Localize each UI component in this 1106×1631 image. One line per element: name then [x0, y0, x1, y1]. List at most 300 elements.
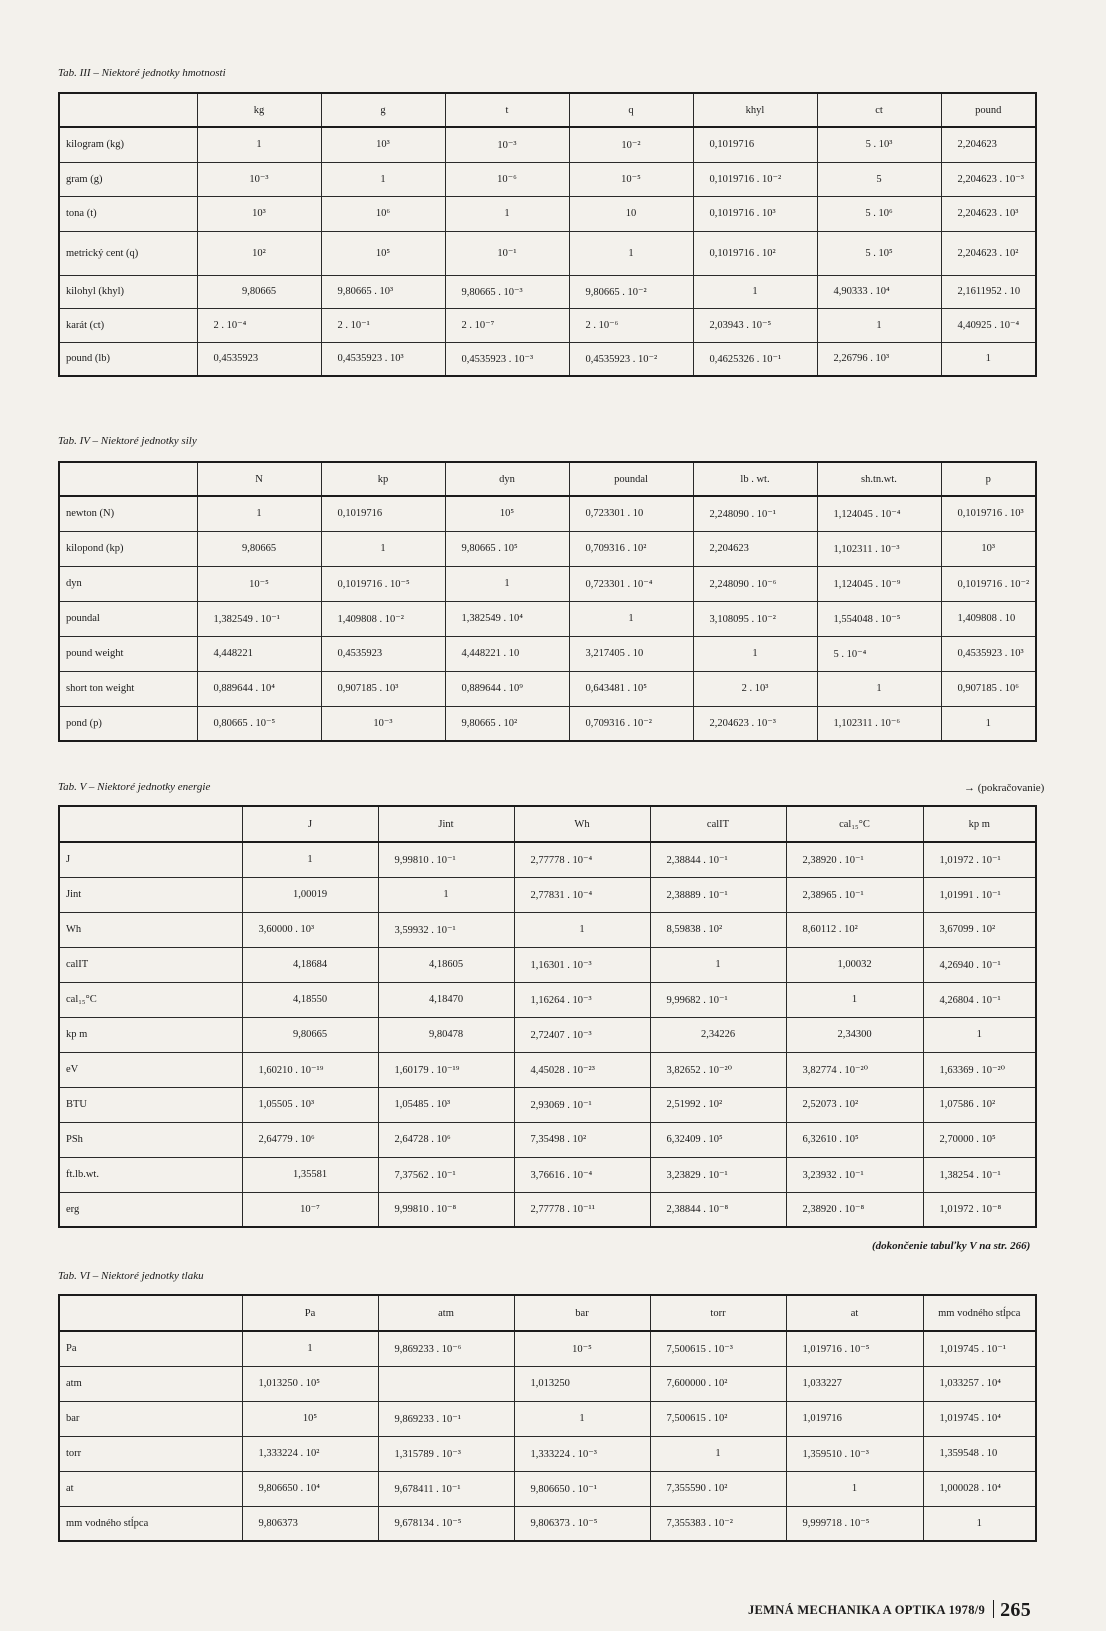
table-row: [59, 1157, 1036, 1192]
table-row: [59, 1331, 1036, 1366]
row-header: at: [59, 1471, 242, 1506]
table-cell: 0,907185 . 10³: [321, 671, 445, 706]
tab5-table: [58, 805, 1037, 1228]
table-cell: 2,38965 . 10⁻¹: [786, 877, 923, 912]
table-cell: 1: [786, 982, 923, 1017]
table-cell: 1,019745 . 10⁴: [923, 1401, 1036, 1436]
table-cell: 2 . 10⁻⁴: [197, 308, 321, 342]
table-cell: 1,019716 . 10⁻⁵: [786, 1331, 923, 1366]
column-header: dyn: [445, 462, 569, 496]
table-cell: 1,00032: [786, 947, 923, 982]
column-header: pound: [941, 93, 1036, 127]
table-cell: 0,4535923: [321, 636, 445, 671]
table-cell: 2,38844 . 10⁻¹: [650, 842, 786, 877]
table-cell: 9,869233 . 10⁻¹: [378, 1401, 514, 1436]
tab4-caption: Tab. IV – Niektoré jednotky sily: [58, 435, 197, 447]
table-cell: 1: [445, 196, 569, 231]
table-cell: 1,60179 . 10⁻¹⁹: [378, 1052, 514, 1087]
row-header: pound weight: [59, 636, 197, 671]
table-cell: 0,723301 . 10⁻⁴: [569, 566, 693, 601]
table-cell: 1: [817, 308, 941, 342]
table-cell: 9,999718 . 10⁻⁵: [786, 1506, 923, 1541]
table-cell: 1,382549 . 10⁻¹: [197, 601, 321, 636]
table-cell: 7,355590 . 10²: [650, 1471, 786, 1506]
table-cell: 2,34300: [786, 1017, 923, 1052]
tab3-caption: Tab. III – Niektoré jednotky hmotnosti: [58, 67, 226, 79]
table-cell: 2 . 10⁻⁶: [569, 308, 693, 342]
table-cell: 7,600000 . 10²: [650, 1366, 786, 1401]
table-cell: 1,013250 . 10⁵: [242, 1366, 378, 1401]
table-row: [59, 842, 1036, 877]
table-row: [59, 496, 1036, 531]
table-row: [59, 342, 1036, 376]
table-cell: 4,18684: [242, 947, 378, 982]
row-header: metrický cent (q): [59, 231, 197, 275]
row-header: gram (g): [59, 162, 197, 196]
table-cell: 1: [197, 496, 321, 531]
table-cell: 0,723301 . 10: [569, 496, 693, 531]
table-cell: 0,1019716: [321, 496, 445, 531]
table-cell: 0,4535923 . 10³: [941, 636, 1036, 671]
table-cell: 2,204623 . 10⁻³: [693, 706, 817, 741]
column-header: Pa: [242, 1295, 378, 1331]
table-cell: 2,38844 . 10⁻⁸: [650, 1192, 786, 1227]
table-cell: 7,500615 . 10⁻³: [650, 1331, 786, 1366]
table-cell: 1: [321, 531, 445, 566]
table-cell: 2,34226: [650, 1017, 786, 1052]
table-row: [59, 1122, 1036, 1157]
table-cell: 4,90333 . 10⁴: [817, 275, 941, 308]
table-cell: 2,38889 . 10⁻¹: [650, 877, 786, 912]
table-cell: 10⁻⁵: [514, 1331, 650, 1366]
table-row: [59, 1401, 1036, 1436]
table-cell: 9,678134 . 10⁻⁵: [378, 1506, 514, 1541]
table-row: [59, 531, 1036, 566]
table-cell: 0,4535923 . 10⁻³: [445, 342, 569, 376]
table-cell: 1: [923, 1017, 1036, 1052]
table-cell: 9,80665: [197, 275, 321, 308]
row-header: poundal: [59, 601, 197, 636]
table-cell: 4,18605: [378, 947, 514, 982]
row-header: Wh: [59, 912, 242, 947]
table-cell: 1: [693, 275, 817, 308]
table-cell: 0,907185 . 10⁶: [941, 671, 1036, 706]
table-cell: 9,678411 . 10⁻¹: [378, 1471, 514, 1506]
table-cell: 5 . 10⁶: [817, 196, 941, 231]
table-row: [59, 231, 1036, 275]
table-cell: 9,806650 . 10⁻¹: [514, 1471, 650, 1506]
table-cell: 10³: [941, 531, 1036, 566]
table-cell: 10⁻³: [445, 127, 569, 162]
table-cell: 2,93069 . 10⁻¹: [514, 1087, 650, 1122]
table-cell: 7,35498 . 10²: [514, 1122, 650, 1157]
table-row: [59, 308, 1036, 342]
table-cell: 1: [378, 877, 514, 912]
table-cell: 9,80478: [378, 1017, 514, 1052]
row-header: karát (ct): [59, 308, 197, 342]
table-cell: 10⁻²: [569, 127, 693, 162]
table-cell: 1,359548 . 10: [923, 1436, 1036, 1471]
table-cell: 1: [197, 127, 321, 162]
table-cell: 10⁵: [321, 231, 445, 275]
table-cell: 1,409808 . 10⁻²: [321, 601, 445, 636]
table-cell: 9,99810 . 10⁻⁸: [378, 1192, 514, 1227]
table-cell: 9,80665 . 10²: [445, 706, 569, 741]
table-cell: 0,80665 . 10⁻⁵: [197, 706, 321, 741]
row-header: eV: [59, 1052, 242, 1087]
table-cell: 10⁻³: [197, 162, 321, 196]
table-cell: 1,382549 . 10⁴: [445, 601, 569, 636]
table-corner: [59, 93, 197, 127]
column-header: lb . wt.: [693, 462, 817, 496]
table-cell: 2,70000 . 10⁵: [923, 1122, 1036, 1157]
row-header: kilohyl (khyl): [59, 275, 197, 308]
table-cell: 7,355383 . 10⁻²: [650, 1506, 786, 1541]
row-header: PSh: [59, 1122, 242, 1157]
table-cell: 4,45028 . 10⁻²³: [514, 1052, 650, 1087]
table-cell: 0,1019716 . 10⁻²: [941, 566, 1036, 601]
table-cell: 4,26940 . 10⁻¹: [923, 947, 1036, 982]
column-header: kg: [197, 93, 321, 127]
table-corner: [59, 806, 242, 842]
table-cell: 0,4535923 . 10³: [321, 342, 445, 376]
table-cell: 9,80665 . 10³: [321, 275, 445, 308]
table-cell: 2,204623 . 10²: [941, 231, 1036, 275]
column-header: torr: [650, 1295, 786, 1331]
row-header: mm vodného stĺpca: [59, 1506, 242, 1541]
table-cell: 0,1019716 . 10²: [693, 231, 817, 275]
column-header: mm vodného stĺpca: [923, 1295, 1036, 1331]
table-cell: 1,63369 . 10⁻²⁰: [923, 1052, 1036, 1087]
table-row: [59, 162, 1036, 196]
tab3-table: [58, 92, 1037, 377]
tab5-continued-note: → (pokračovanie): [964, 782, 1045, 794]
row-header: atm: [59, 1366, 242, 1401]
row-header: bar: [59, 1401, 242, 1436]
row-header: cal₁₅°C: [59, 982, 242, 1017]
table-row: [59, 1052, 1036, 1087]
table-row: [59, 566, 1036, 601]
table-cell: 1,35581: [242, 1157, 378, 1192]
row-header: kp m: [59, 1017, 242, 1052]
table-cell: 2,248090 . 10⁻¹: [693, 496, 817, 531]
table-cell: 1,05485 . 10³: [378, 1087, 514, 1122]
table-cell: 10²: [197, 231, 321, 275]
table-cell: 10: [569, 196, 693, 231]
table-cell: 2,248090 . 10⁻⁶: [693, 566, 817, 601]
table-cell: 3,108095 . 10⁻²: [693, 601, 817, 636]
table-cell: 10⁵: [242, 1401, 378, 1436]
column-header: N: [197, 462, 321, 496]
table-cell: 9,80665 . 10⁵: [445, 531, 569, 566]
table-cell: 0,889644 . 10⁹: [445, 671, 569, 706]
table-cell: 1,333224 . 10⁻³: [514, 1436, 650, 1471]
table-cell: 2,204623: [941, 127, 1036, 162]
row-header: torr: [59, 1436, 242, 1471]
table-row: [59, 1192, 1036, 1227]
table-cell: 1: [321, 162, 445, 196]
table-cell: 1: [941, 342, 1036, 376]
table-cell: 10⁻³: [321, 706, 445, 741]
table-cell: 1,019745 . 10⁻¹: [923, 1331, 1036, 1366]
table-cell: 3,82774 . 10⁻²⁰: [786, 1052, 923, 1087]
table-cell: 1: [514, 912, 650, 947]
table-cell: 2,77778 . 10⁻⁴: [514, 842, 650, 877]
table-cell: 1,07586 . 10²: [923, 1087, 1036, 1122]
table-cell: 9,806373: [242, 1506, 378, 1541]
table-cell: 1,38254 . 10⁻¹: [923, 1157, 1036, 1192]
table-cell: 6,32409 . 10⁵: [650, 1122, 786, 1157]
table-cell: 1: [693, 636, 817, 671]
column-header: khyl: [693, 93, 817, 127]
row-header: tona (t): [59, 196, 197, 231]
row-header: ft.lb.wt.: [59, 1157, 242, 1192]
table-cell: 2,64779 . 10⁶: [242, 1122, 378, 1157]
table-row: [59, 601, 1036, 636]
table-cell: 2,38920 . 10⁻⁸: [786, 1192, 923, 1227]
table-cell: 2,64728 . 10⁶: [378, 1122, 514, 1157]
table-cell: 10³: [321, 127, 445, 162]
tab6-caption: Tab. VI – Niektoré jednotky tlaku: [58, 1270, 204, 1282]
table-cell: 1,102311 . 10⁻³: [817, 531, 941, 566]
table-cell: 4,448221 . 10: [445, 636, 569, 671]
table-cell: 0,1019716: [693, 127, 817, 162]
table-cell: 0,4625326 . 10⁻¹: [693, 342, 817, 376]
table-corner: [59, 1295, 242, 1331]
table-cell: 10⁻⁵: [569, 162, 693, 196]
table-cell: 0,709316 . 10²: [569, 531, 693, 566]
row-header: erg: [59, 1192, 242, 1227]
table-cell: 9,99810 . 10⁻¹: [378, 842, 514, 877]
table-cell: 1: [941, 706, 1036, 741]
table-cell: 1: [514, 1401, 650, 1436]
table-corner: [59, 462, 197, 496]
table-cell: 2,26796 . 10³: [817, 342, 941, 376]
column-header: t: [445, 93, 569, 127]
table-cell: 1,00019: [242, 877, 378, 912]
table-row: [59, 947, 1036, 982]
column-header: J: [242, 806, 378, 842]
table-cell: 2,204623 . 10⁻³: [941, 162, 1036, 196]
table-cell: 10³: [197, 196, 321, 231]
table-cell: 1,102311 . 10⁻⁶: [817, 706, 941, 741]
column-header: at: [786, 1295, 923, 1331]
table-cell: 0,4535923: [197, 342, 321, 376]
table-cell: 1,033257 . 10⁴: [923, 1366, 1036, 1401]
row-header: Jint: [59, 877, 242, 912]
table-cell: 1,315789 . 10⁻³: [378, 1436, 514, 1471]
table-cell: 9,99682 . 10⁻¹: [650, 982, 786, 1017]
table-row: [59, 1471, 1036, 1506]
table-cell: 2,77831 . 10⁻⁴: [514, 877, 650, 912]
table-row: [59, 1017, 1036, 1052]
table-row: [59, 1366, 1036, 1401]
table-row: [59, 1087, 1036, 1122]
column-header: poundal: [569, 462, 693, 496]
table-cell: 4,40925 . 10⁻⁴: [941, 308, 1036, 342]
table-cell: 2,1611952 . 10: [941, 275, 1036, 308]
table-cell: 5 . 10⁻⁴: [817, 636, 941, 671]
table-cell: 3,76616 . 10⁻⁴: [514, 1157, 650, 1192]
table-cell: 1,01972 . 10⁻¹: [923, 842, 1036, 877]
row-header: Pa: [59, 1331, 242, 1366]
table-cell: 2,204623 . 10³: [941, 196, 1036, 231]
column-header: sh.tn.wt.: [817, 462, 941, 496]
column-header: q: [569, 93, 693, 127]
table-row: [59, 196, 1036, 231]
tab6-table: [58, 1294, 1037, 1542]
table-cell: 1,019716: [786, 1401, 923, 1436]
table-cell: 1: [650, 947, 786, 982]
table-cell: 9,80665: [197, 531, 321, 566]
table-cell: 0,4535923 . 10⁻²: [569, 342, 693, 376]
column-header: atm: [378, 1295, 514, 1331]
table-cell: 6,32610 . 10⁵: [786, 1122, 923, 1157]
table-cell: 1,01991 . 10⁻¹: [923, 877, 1036, 912]
page-footer: [748, 1599, 1031, 1622]
column-header: g: [321, 93, 445, 127]
table-cell: 0,1019716 . 10⁻⁵: [321, 566, 445, 601]
table-row: [59, 275, 1036, 308]
row-header: kilogram (kg): [59, 127, 197, 162]
table-cell: 1,16264 . 10⁻³: [514, 982, 650, 1017]
table-cell: 1,359510 . 10⁻³: [786, 1436, 923, 1471]
table-cell: 1: [650, 1436, 786, 1471]
table-cell: 10⁻⁵: [197, 566, 321, 601]
table-cell: 2,72407 . 10⁻³: [514, 1017, 650, 1052]
column-header: kp: [321, 462, 445, 496]
table-cell: 7,500615 . 10²: [650, 1401, 786, 1436]
table-row: [59, 671, 1036, 706]
table-cell: 3,60000 . 10³: [242, 912, 378, 947]
table-cell: 1: [923, 1506, 1036, 1541]
table-cell: 1: [569, 601, 693, 636]
table-cell: 2,03943 . 10⁻⁵: [693, 308, 817, 342]
table-cell: 9,806373 . 10⁻⁵: [514, 1506, 650, 1541]
table-cell: 1,60210 . 10⁻¹⁹: [242, 1052, 378, 1087]
row-header: pound (lb): [59, 342, 197, 376]
row-header: pond (p): [59, 706, 197, 741]
table-cell: 3,23829 . 10⁻¹: [650, 1157, 786, 1192]
table-cell: 1,16301 . 10⁻³: [514, 947, 650, 982]
table-cell: 1: [445, 566, 569, 601]
table-cell: 10⁻⁶: [445, 162, 569, 196]
table-cell: 1,033227: [786, 1366, 923, 1401]
table-cell: 0,1019716 . 10³: [693, 196, 817, 231]
table-cell: 4,18550: [242, 982, 378, 1017]
table-cell: 2 . 10³: [693, 671, 817, 706]
table-row: [59, 1506, 1036, 1541]
table-cell: 1,000028 . 10⁴: [923, 1471, 1036, 1506]
table-cell: 5: [817, 162, 941, 196]
table-row: [59, 706, 1036, 741]
table-cell: 1,333224 . 10²: [242, 1436, 378, 1471]
tab5-caption: Tab. V – Niektoré jednotky energie: [58, 781, 211, 793]
table-cell: 9,80665 . 10⁻²: [569, 275, 693, 308]
table-cell: 1,409808 . 10: [941, 601, 1036, 636]
table-cell: 7,37562 . 10⁻¹: [378, 1157, 514, 1192]
column-header: calIT: [650, 806, 786, 842]
row-header: newton (N): [59, 496, 197, 531]
table-cell: 1,05505 . 10³: [242, 1087, 378, 1122]
column-header: ct: [817, 93, 941, 127]
table-cell: 10⁻¹: [445, 231, 569, 275]
column-header: bar: [514, 1295, 650, 1331]
table-cell: 9,806650 . 10⁴: [242, 1471, 378, 1506]
tab4-table: [58, 461, 1037, 742]
table-cell: 0,1019716 . 10⁻²: [693, 162, 817, 196]
table-row: [59, 1436, 1036, 1471]
table-row: [59, 982, 1036, 1017]
table-cell: 3,82652 . 10⁻²⁰: [650, 1052, 786, 1087]
table-cell: 4,18470: [378, 982, 514, 1017]
column-header: cal₁₅°C: [786, 806, 923, 842]
table-cell: 1,01972 . 10⁻⁸: [923, 1192, 1036, 1227]
table-cell: 1: [242, 1331, 378, 1366]
column-header: p: [941, 462, 1036, 496]
table-cell: 1,124045 . 10⁻⁴: [817, 496, 941, 531]
table-cell: [378, 1366, 514, 1401]
table-cell: 1: [569, 231, 693, 275]
table-cell: 10⁵: [445, 496, 569, 531]
row-header: calIT: [59, 947, 242, 982]
table-row: [59, 912, 1036, 947]
table-cell: 9,80665: [242, 1017, 378, 1052]
table-row: [59, 636, 1036, 671]
row-header: dyn: [59, 566, 197, 601]
table-cell: 2,38920 . 10⁻¹: [786, 842, 923, 877]
table-cell: 8,60112 . 10²: [786, 912, 923, 947]
table-cell: 1,124045 . 10⁻⁹: [817, 566, 941, 601]
table-cell: 2 . 10⁻⁷: [445, 308, 569, 342]
table-cell: 0,709316 . 10⁻²: [569, 706, 693, 741]
table-cell: 9,869233 . 10⁻⁶: [378, 1331, 514, 1366]
table-cell: 2,204623: [693, 531, 817, 566]
table-row: [59, 877, 1036, 912]
table-cell: 2 . 10⁻¹: [321, 308, 445, 342]
table-cell: 3,23932 . 10⁻¹: [786, 1157, 923, 1192]
table-cell: 8,59838 . 10²: [650, 912, 786, 947]
page-number: 265: [1000, 1599, 1032, 1621]
table-cell: 3,59932 . 10⁻¹: [378, 912, 514, 947]
table-cell: 4,26804 . 10⁻¹: [923, 982, 1036, 1017]
table-cell: 1: [242, 842, 378, 877]
table-cell: 0,1019716 . 10³: [941, 496, 1036, 531]
row-header: J: [59, 842, 242, 877]
table-cell: 3,67099 . 10²: [923, 912, 1036, 947]
table-cell: 1,554048 . 10⁻⁵: [817, 601, 941, 636]
table-cell: 9,80665 . 10⁻³: [445, 275, 569, 308]
table-cell: 5 . 10⁵: [817, 231, 941, 275]
column-header: kp m: [923, 806, 1036, 842]
table-cell: 1: [786, 1471, 923, 1506]
table-cell: 0,889644 . 10⁴: [197, 671, 321, 706]
table-cell: 0,643481 . 10⁵: [569, 671, 693, 706]
table-cell: 10⁶: [321, 196, 445, 231]
column-header: Jint: [378, 806, 514, 842]
table-row: [59, 127, 1036, 162]
table-cell: 5 . 10³: [817, 127, 941, 162]
column-header: Wh: [514, 806, 650, 842]
tab5-end-note: (dokončenie tabuľky V na str. 266): [872, 1240, 1031, 1252]
table-cell: 2,77778 . 10⁻¹¹: [514, 1192, 650, 1227]
table-cell: 4,448221: [197, 636, 321, 671]
table-cell: 3,217405 . 10: [569, 636, 693, 671]
row-header: short ton weight: [59, 671, 197, 706]
table-cell: 2,51992 . 10²: [650, 1087, 786, 1122]
table-cell: 10⁻⁷: [242, 1192, 378, 1227]
table-cell: 2,52073 . 10²: [786, 1087, 923, 1122]
